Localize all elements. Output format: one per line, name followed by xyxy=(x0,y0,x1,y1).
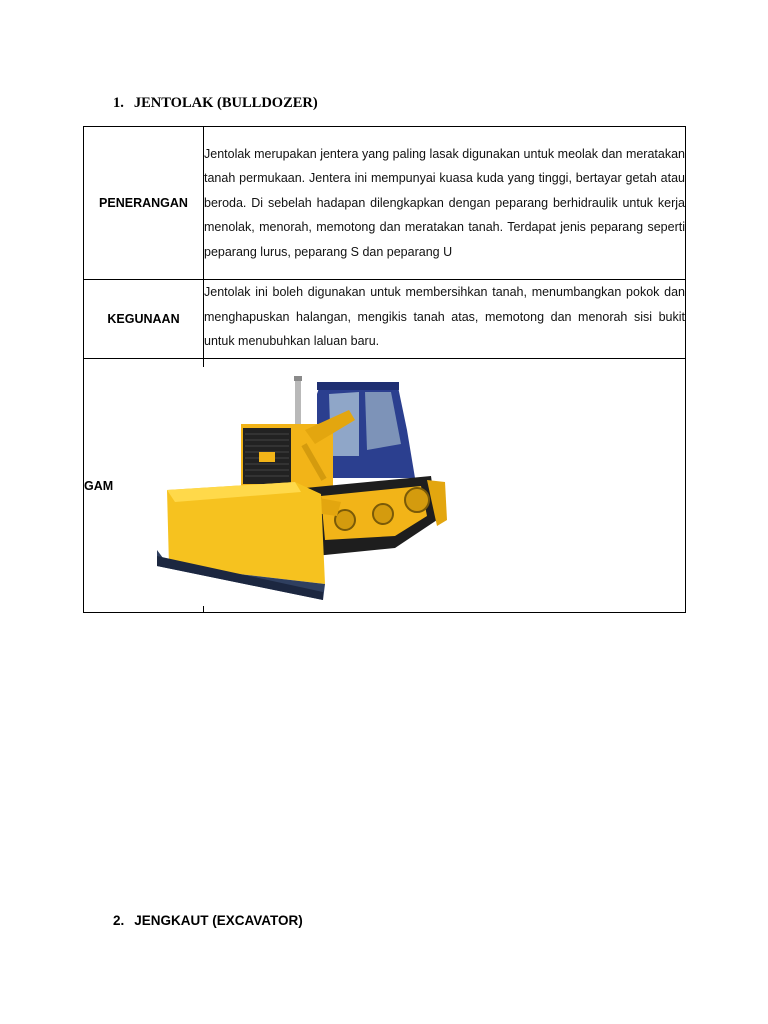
section-2-number: 2. xyxy=(113,913,125,928)
row-label-gambar: GAM xyxy=(84,359,204,613)
divider-stub-top xyxy=(203,358,204,367)
row-text-penerangan: Jentolak merupakan jentera yang paling lasak digunakan untuk meolak dan meratakan tanah permukaan. Jentera ini mempunyai kuasa kuda yang tinggi, bertayar getah atau beroda. Di sebelah hadapan dilengkapkan dengan peparang berhidraulik untuk kerja menolak, menorah, memotong dan meratakan tanah. Terdapat jenis peparang seperti peparang lurus, peparang S dan peparang U xyxy=(204,127,686,280)
section-1-number: 1. xyxy=(113,95,124,111)
section-2-title: JENGKAUT (EXCAVATOR) xyxy=(134,913,303,928)
row-label-penerangan: PENERANGAN xyxy=(84,127,204,280)
bulldozer-image xyxy=(145,370,455,606)
table-row-kegunaan xyxy=(84,280,686,359)
row-text-kegunaan: Jentolak ini boleh digunakan untuk membersihkan tanah, menumbangkan pokok dan menghapuskan halangan, mengikis tanah atas, memotong dan menorah sisi bukit untuk menubuhkan laluan baru. xyxy=(204,280,686,359)
section-1-heading xyxy=(113,95,318,112)
table-row-penerangan xyxy=(84,127,686,280)
section-2-heading xyxy=(113,913,303,928)
row-label-kegunaan: KEGUNAAN xyxy=(84,280,204,359)
section-1-title: JENTOLAK (BULLDOZER) xyxy=(133,95,318,111)
